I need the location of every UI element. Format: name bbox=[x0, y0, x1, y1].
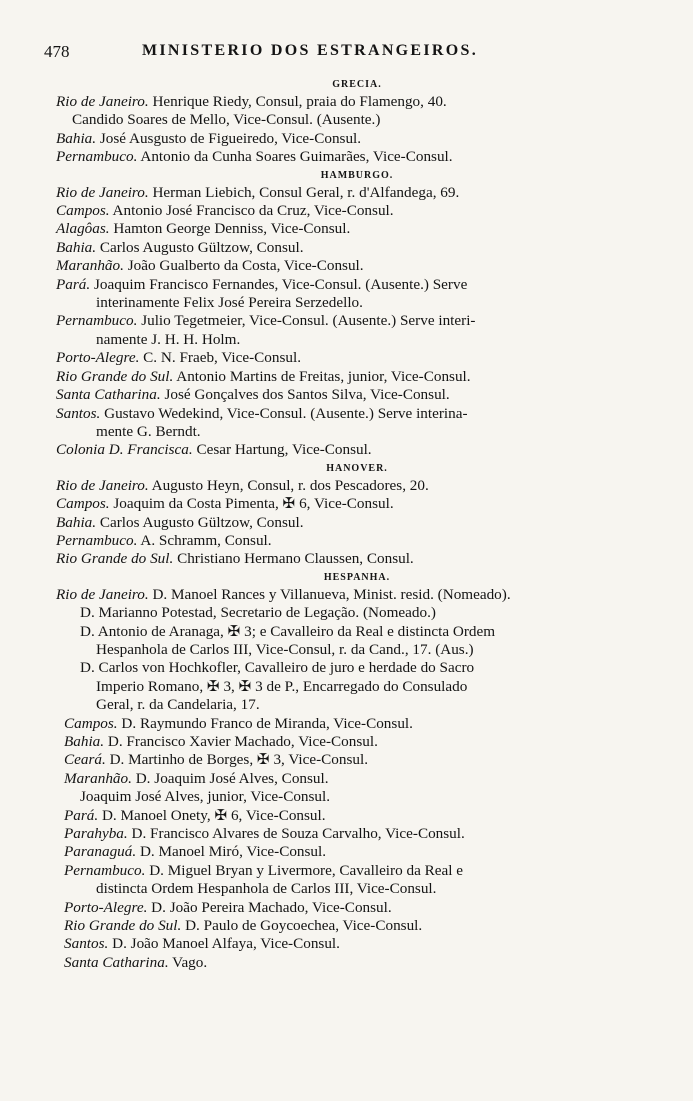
entry-line bbox=[64, 935, 668, 953]
entry-text: Joaquim da Costa Pimenta, ✠ 6, Vice-Consul. bbox=[109, 495, 394, 513]
consul-list bbox=[56, 76, 668, 972]
place-name: Santos. bbox=[64, 935, 109, 953]
place-name: Pernambuco. bbox=[56, 148, 138, 166]
entry-text: Candido Soares de Mello, Vice-Consul. (Ausente.) bbox=[72, 111, 381, 129]
entry-line bbox=[56, 257, 668, 275]
entry-line bbox=[64, 917, 668, 935]
entry-line bbox=[56, 368, 668, 386]
entry-text: Gustavo Wedekind, Vice-Consul. (Ausente.) Serve interina- bbox=[100, 404, 468, 422]
place-name: Alagôas. bbox=[56, 220, 110, 238]
entry-line bbox=[64, 807, 668, 825]
page-title: MINISTERIO DOS ESTRANGEIROS. bbox=[142, 42, 479, 59]
entry-line bbox=[56, 386, 668, 404]
entry-text: Vago. bbox=[168, 953, 208, 971]
entry-text: D. Manoel Miró, Vice-Consul. bbox=[136, 843, 327, 861]
entry-continuation bbox=[56, 880, 668, 898]
entry-line bbox=[56, 349, 668, 367]
section-heading-hespanha: HESPANHA. bbox=[323, 571, 391, 583]
place-name: Colonia D. Francisca. bbox=[56, 441, 193, 459]
entry-line bbox=[56, 239, 668, 257]
entry-text: C. N. Fraeb, Vice-Consul. bbox=[139, 349, 302, 367]
entry-continuation bbox=[56, 788, 668, 806]
entry-text: Augusto Heyn, Consul, r. dos Pescadores, 20. bbox=[148, 476, 429, 494]
entry-line bbox=[56, 312, 668, 330]
place-name: Santa Catharina. bbox=[56, 386, 161, 404]
entry-text: Christiano Hermano Claussen, Consul. bbox=[173, 550, 414, 568]
entry-text: José Ausgusto de Figueiredo, Vice-Consul. bbox=[96, 129, 362, 147]
entry-text: Herman Liebich, Consul Geral, r. d'Alfandega, 69. bbox=[148, 183, 460, 201]
entry-line bbox=[64, 733, 668, 751]
place-name: Maranhão. bbox=[56, 257, 124, 275]
entry-text: Hamton George Denniss, Vice-Consul. bbox=[109, 220, 351, 238]
entry-text: distincta Ordem Hespanhola de Carlos III, Vice-Consul. bbox=[96, 880, 437, 898]
entry-text: Hespanhola de Carlos III, Vice-Consul, r. da Cand., 17. (Aus.) bbox=[96, 640, 474, 658]
entry-line bbox=[56, 93, 668, 111]
entry-continuation bbox=[56, 623, 668, 641]
section-heading-grecia: GRECIA. bbox=[332, 79, 382, 90]
place-name: Rio Grande do Sul. bbox=[56, 550, 174, 568]
entry-text: D. João Pereira Machado, Vice-Consul. bbox=[147, 898, 392, 916]
entry-text: namente J. H. H. Holm. bbox=[96, 330, 241, 348]
entry-text: A. Schramm, Consul. bbox=[137, 531, 272, 549]
entry-text: D. Joaquim José Alves, Consul. bbox=[131, 769, 329, 787]
place-name: Pernambuco. bbox=[64, 861, 146, 879]
place-name: Rio Grande do Sul. bbox=[64, 917, 182, 935]
entry-text: D. Martinho de Borges, ✠ 3, Vice-Consul. bbox=[105, 751, 369, 769]
place-name: Bahia. bbox=[56, 513, 97, 531]
entry-line bbox=[64, 751, 668, 769]
page-header bbox=[44, 42, 644, 66]
entry-text: D. João Manoel Alfaya, Vice-Consul. bbox=[108, 935, 340, 953]
entry-text: Imperio Romano, ✠ 3, ✠ 3 de P., Encarregado do Consulado bbox=[96, 677, 468, 695]
entry-continuation bbox=[56, 294, 668, 312]
entry-text: mente G. Berndt. bbox=[96, 422, 201, 440]
place-name: Pernambuco. bbox=[56, 531, 138, 549]
entry-line bbox=[56, 477, 668, 495]
place-name: Santa Catharina. bbox=[64, 953, 169, 971]
entry-continuation bbox=[56, 678, 668, 696]
entry-text: Joaquim José Alves, junior, Vice-Consul. bbox=[80, 788, 331, 806]
place-name: Maranhão. bbox=[64, 769, 132, 787]
entry-text: D. Francisco Xavier Machado, Vice-Consul. bbox=[104, 733, 378, 750]
entry-line bbox=[64, 715, 668, 733]
entry-text: interinamente Felix José Pereira Serzedello. bbox=[96, 294, 363, 312]
place-name: Paranaguá. bbox=[64, 843, 137, 861]
entry-line bbox=[56, 514, 668, 532]
entry-line bbox=[56, 184, 668, 202]
place-name: Campos. bbox=[56, 495, 110, 513]
entry-text: Carlos Augusto Gültzow, Consul. bbox=[96, 238, 304, 256]
entry-line bbox=[56, 586, 668, 604]
entry-line bbox=[56, 148, 668, 166]
entry-text: Antonio José Francisco da Cruz, Vice-Consul. bbox=[109, 202, 394, 220]
entry-continuation bbox=[56, 659, 668, 677]
entry-text: José Gonçalves dos Santos Silva, Vice-Consul. bbox=[160, 386, 450, 404]
entry-continuation bbox=[56, 696, 668, 714]
place-name: Rio de Janeiro. bbox=[56, 476, 149, 494]
entry-text: D. Manoel Onety, ✠ 6, Vice-Consul. bbox=[98, 806, 326, 824]
entry-text: Henrique Riedy, Consul, praia do Flamengo, 40. bbox=[148, 93, 447, 110]
entry-line bbox=[64, 825, 668, 843]
entry-line bbox=[56, 495, 668, 513]
place-name: Bahia. bbox=[56, 129, 97, 147]
entry-continuation bbox=[56, 604, 668, 622]
place-name: Parahyba. bbox=[64, 825, 128, 843]
place-name: Pará. bbox=[56, 275, 91, 293]
entry-text: D. Manoel Rances y Villanueva, Minist. resid. (Nomeado). bbox=[148, 585, 511, 603]
entry-line bbox=[56, 550, 668, 568]
entry-line bbox=[64, 770, 668, 788]
entry-text: D. Marianno Potestad, Secretario de Legação. (Nomeado.) bbox=[80, 604, 436, 622]
place-name: Porto-Alegre. bbox=[64, 898, 148, 916]
place-name: Rio Grande do Sul. bbox=[56, 367, 174, 385]
entry-text: D. Carlos von Hochkofler, Cavalleiro de juro e herdade do Sacro bbox=[80, 659, 475, 677]
entry-text: Carlos Augusto Gültzow, Consul. bbox=[96, 513, 304, 531]
entry-continuation bbox=[56, 331, 668, 349]
section-heading-hanover: HANOVER. bbox=[326, 462, 388, 474]
entry-continuation bbox=[56, 641, 668, 659]
place-name: Bahia. bbox=[64, 733, 105, 750]
place-name: Campos. bbox=[56, 202, 110, 220]
entry-text: Antonio da Cunha Soares Guimarães, Vice-Consul. bbox=[137, 148, 453, 166]
entry-text: Antonio Martins de Freitas, junior, Vice-Consul. bbox=[173, 367, 471, 385]
entry-text: D. Paulo de Goycoechea, Vice-Consul. bbox=[181, 917, 423, 935]
place-name: Rio de Janeiro. bbox=[56, 93, 149, 110]
section-heading-hamburgo: HAMBURGO. bbox=[320, 169, 394, 181]
entry-text: D. Miguel Bryan y Livermore, Cavalleiro da Real e bbox=[145, 861, 463, 879]
entry-text: Cesar Hartung, Vice-Consul. bbox=[192, 441, 372, 459]
place-name: Campos. bbox=[64, 714, 118, 732]
entry-line bbox=[64, 843, 668, 861]
entry-line bbox=[56, 276, 668, 294]
entry-text: Geral, r. da Candelaria, 17. bbox=[96, 696, 260, 714]
entry-continuation bbox=[56, 423, 668, 441]
entry-text: D. Antonio de Aranaga, ✠ 3; e Cavalleiro da Real e distincta Ordem bbox=[80, 622, 496, 640]
place-name: Ceará. bbox=[64, 751, 106, 769]
place-name: Bahia. bbox=[56, 238, 97, 256]
entry-text: João Gualberto da Costa, Vice-Consul. bbox=[123, 257, 364, 275]
entry-line bbox=[56, 220, 668, 238]
entry-line bbox=[56, 130, 668, 148]
place-name: Pernambuco. bbox=[56, 312, 138, 330]
entry-text: Joaquim Francisco Fernandes, Vice-Consul. (Ausente.) Serve bbox=[90, 275, 468, 293]
entry-line bbox=[64, 899, 668, 917]
entry-text: D. Raymundo Franco de Miranda, Vice-Consul. bbox=[117, 714, 413, 732]
place-name: Pará. bbox=[64, 806, 99, 824]
entry-text: D. Francisco Alvares de Souza Carvalho, Vice-Consul. bbox=[127, 825, 465, 843]
place-name: Rio de Janeiro. bbox=[56, 585, 149, 603]
place-name: Santos. bbox=[56, 404, 101, 422]
entry-line bbox=[64, 954, 668, 972]
entry-line bbox=[64, 862, 668, 880]
entry-line bbox=[56, 405, 668, 423]
place-name: Porto-Alegre. bbox=[56, 349, 140, 367]
entry-line bbox=[56, 532, 668, 550]
entry-continuation bbox=[56, 111, 668, 129]
entry-line bbox=[56, 202, 668, 220]
entry-line bbox=[56, 441, 668, 459]
place-name: Rio de Janeiro. bbox=[56, 183, 149, 201]
entry-text: Julio Tegetmeier, Vice-Consul. (Ausente.) Serve interi- bbox=[137, 312, 476, 330]
page-number: 478 bbox=[44, 42, 70, 61]
